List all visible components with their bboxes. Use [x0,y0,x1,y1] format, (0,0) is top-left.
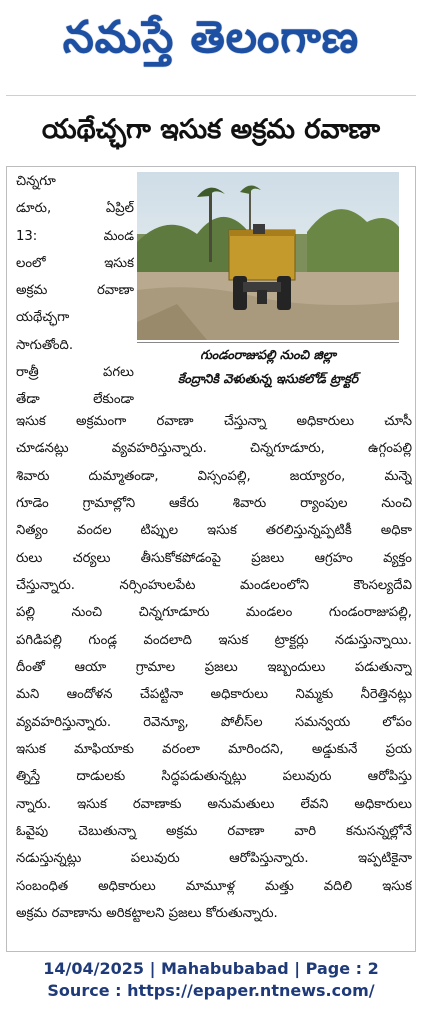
body-line: శివారు దుమ్మాతండా, విస్సంపల్లి, జయ్యారం, మన్నె [16,468,412,484]
body-line: ఇసుక అక్రమంగా రవాణా చేస్తున్నా అధికారులు చూసీ [16,414,412,429]
body-line: న్నారు. ఇసుక రవాణాకు అనుమతులు లేవని అధికారులు [16,796,412,812]
intro-line [16,195,134,222]
body-line: చేస్తున్నారు. నర్సింహులపేట మండలంలోని కౌంసల్యదేవి [16,577,412,593]
body-line: మని ఆందోళన చేపట్టినా అధికారులు నిమ్మకు నీరెత్తినట్లు [16,687,412,703]
body-line: చూడనట్లు వ్యవహరిస్తున్నారు. చిన్నగూడూరు, ఉగ్గంపల్లి [16,441,412,457]
intro-word: రాత్రీ [16,365,39,381]
intro-word: ఇసుక [104,255,134,271]
intro-word: యథేచ్ఛగా [16,310,70,326]
intro-word: సాగుతోంది. [16,337,74,353]
intro-word: చిన్నగూ [16,174,56,189]
intro-line [16,332,134,359]
footer [6,958,416,1002]
intro-word: పగలు [103,365,134,381]
body-line: ఇసుక మాఫియాకు వరంలా మారిందని, అడ్డుకునే ప్రయ [16,741,412,757]
body-line: ఓవైపు చెబుతున్నా అక్రమ రవాణా వారి కనుసన్నల్లోనే [16,823,412,839]
intro-word: తేడా [16,392,40,408]
caption-line: కేంద్రానికి వెళుతున్న ఇసుకలోడ్ ట్రాక్టర్ [177,371,359,386]
caption-line: గుండంరాజుపల్లి నుంచి జిల్లా [200,347,336,362]
intro-word: లేకుండా [93,392,134,408]
headline-text: యథేచ్ఛగా ఇసుక అక్రమ రవాణా [41,114,381,145]
body-line: నడుస్తున్నట్లు పలువురు ఆరోపిస్తున్నారు. ఇప్పటికైనా [16,851,412,867]
body-line: నిత్యం వందల టిప్పుల ఇసుక తరలిస్తున్నప్పటికీ అధికా [16,523,412,539]
masthead [6,2,416,84]
body-line: రులు చర్యలు తీసుకోకపోడంపై ప్రజలు ఆగ్రహం వ్యక్తం [16,550,412,566]
headline [6,100,416,166]
body-line: సంబంధిత అధికారులు మామూళ్ల మత్తు వదిలి ఇసుక [16,878,412,894]
intro-line [16,223,134,250]
source-link: Source : https://epaper.ntnews.com/ [47,981,375,1000]
publication-info: 14/04/2025 | Mahabubabad | Page : 2 [43,959,379,978]
newspaper-logo: నమస్తే తెలంగాణ [62,12,360,63]
body-line: దీంతో ఆయా గ్రామాల ప్రజలు ఇబ్బందులు పడుతున్నా [16,659,412,675]
intro-word: రవాణా [96,283,134,299]
photo-caption [137,342,399,401]
body-line: పగిడిపల్లి గుండ్ల వందలాది ఇసుక ట్రాక్టర్లు నడుస్తున్నాయి. [16,632,412,648]
intro-column [16,168,134,414]
body-line: త్నిస్తే దాడులకు సిద్ధపడుతున్నట్లు పలువురు ఆరోపిస్తు [16,769,412,785]
intro-line [16,359,134,386]
masthead-divider [6,95,416,96]
body-line: వ్యవహరిస్తున్నారు. రెవెన్యూ, పోలీస్‌ల సమన్వయ లోపం [16,714,412,730]
tractor-photo [137,172,399,340]
intro-word: 13: [16,228,38,244]
body-line: పల్లి నుంచి చిన్నగూడూరు మండలం గుండంరాజుపల్లి, [16,605,412,621]
intro-line [16,277,134,304]
intro-word: లంలో [16,255,46,271]
intro-line [16,304,134,331]
article-body [16,408,412,927]
body-line: అక్రమ రవాణాను అరికట్టాలని ప్రజలు కోరుతున్నారు. [16,905,278,921]
intro-word: మండ [103,228,134,244]
body-line: గూడెం గ్రామాల్లోని ఆకేరు శివారు ర్యాంపుల నుంచి [16,495,412,511]
intro-line [16,168,134,195]
intro-word: ఏప్రిల్ [105,201,134,217]
intro-word: డూరు, [16,201,52,217]
intro-word: అక్రమ [16,283,48,299]
intro-line [16,250,134,277]
